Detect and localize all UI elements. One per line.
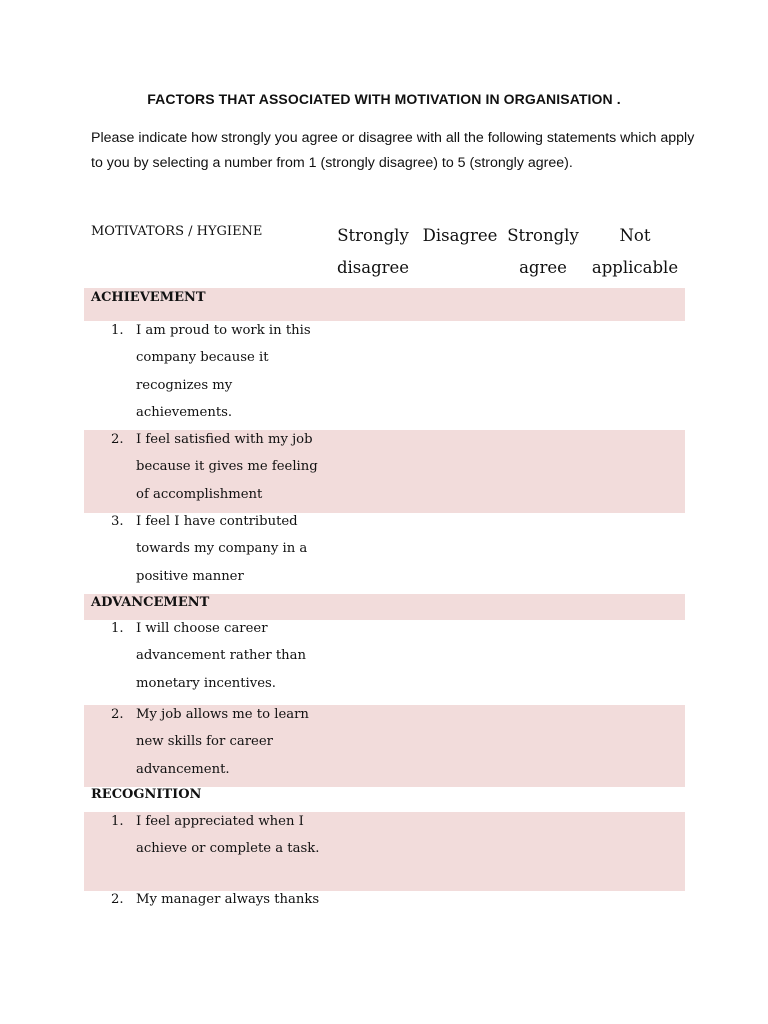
statement-line: because it gives me feeling — [136, 459, 318, 475]
instructions-line-1: Please indicate how strongly you agree or disagree with all the following statements which apply — [91, 130, 695, 146]
item-statement — [136, 426, 326, 508]
column-header-line: Disagree — [422, 226, 498, 245]
item-statement — [136, 886, 326, 913]
statement-line: I feel satisfied with my job — [136, 432, 313, 447]
statement-line: I feel appreciated when I — [136, 814, 304, 829]
column-header-line: disagree — [336, 258, 410, 277]
statement-line: advancement. — [136, 761, 230, 777]
statement-line: I am proud to work in this — [136, 323, 311, 338]
column-header-line: Not — [619, 226, 651, 245]
statement-line: I will choose career — [136, 621, 268, 636]
column-header-disagree — [420, 220, 500, 252]
section-label-recognition: RECOGNITION — [91, 787, 202, 802]
item-number: 2. — [111, 432, 124, 447]
item-statement — [136, 808, 326, 863]
item-number: 2. — [111, 707, 124, 722]
item-number: 1. — [111, 814, 124, 829]
statement-line: recognizes my — [136, 377, 233, 393]
section-label-advancement: ADVANCEMENT — [91, 595, 210, 610]
statement-line: positive manner — [136, 568, 244, 584]
item-statement — [136, 701, 326, 783]
statement-line: company because it — [136, 350, 269, 366]
statement-line: advancement rather than — [136, 648, 307, 664]
section-label-achievement: ACHIEVEMENT — [91, 290, 206, 305]
item-statement — [136, 508, 326, 590]
statement-line: achieve or complete a task. — [136, 841, 320, 857]
statement-line: monetary incentives. — [136, 675, 276, 691]
document-title: FACTORS THAT ASSOCIATED WITH MOTIVATION IN ORGANISATION . — [147, 91, 621, 107]
column-header-not-applicable — [588, 220, 682, 284]
instructions-paragraph — [91, 126, 711, 176]
item-number: 3. — [111, 514, 124, 529]
item-statement — [136, 615, 326, 697]
statement-line: achievements. — [136, 404, 233, 420]
statement-line: towards my company in a — [136, 541, 308, 557]
item-statement — [136, 317, 326, 426]
statement-line: new skills for career — [136, 734, 273, 750]
statement-line: My job allows me to learn — [136, 707, 309, 722]
item-number: 1. — [111, 621, 124, 636]
column-header-strongly-agree — [503, 220, 583, 284]
item-number: 2. — [111, 892, 124, 907]
statement-line: I feel I have contributed — [136, 514, 298, 529]
statement-line: of accomplishment — [136, 486, 263, 502]
column-header-line: Strongly — [507, 226, 579, 245]
item-number: 1. — [111, 323, 124, 338]
column-header-strongly-disagree — [333, 220, 413, 284]
column-header-line: agree — [519, 258, 567, 277]
column-header-line: Strongly — [337, 226, 409, 245]
statement-line: My manager always thanks — [136, 892, 320, 907]
column-header-motivators-hygiene: MOTIVATORS / HYGIENE — [91, 224, 263, 239]
column-header-line: applicable — [591, 258, 679, 277]
instructions-line-2: to you by selecting a number from 1 (strongly disagree) to 5 (strongly agree). — [91, 155, 573, 171]
